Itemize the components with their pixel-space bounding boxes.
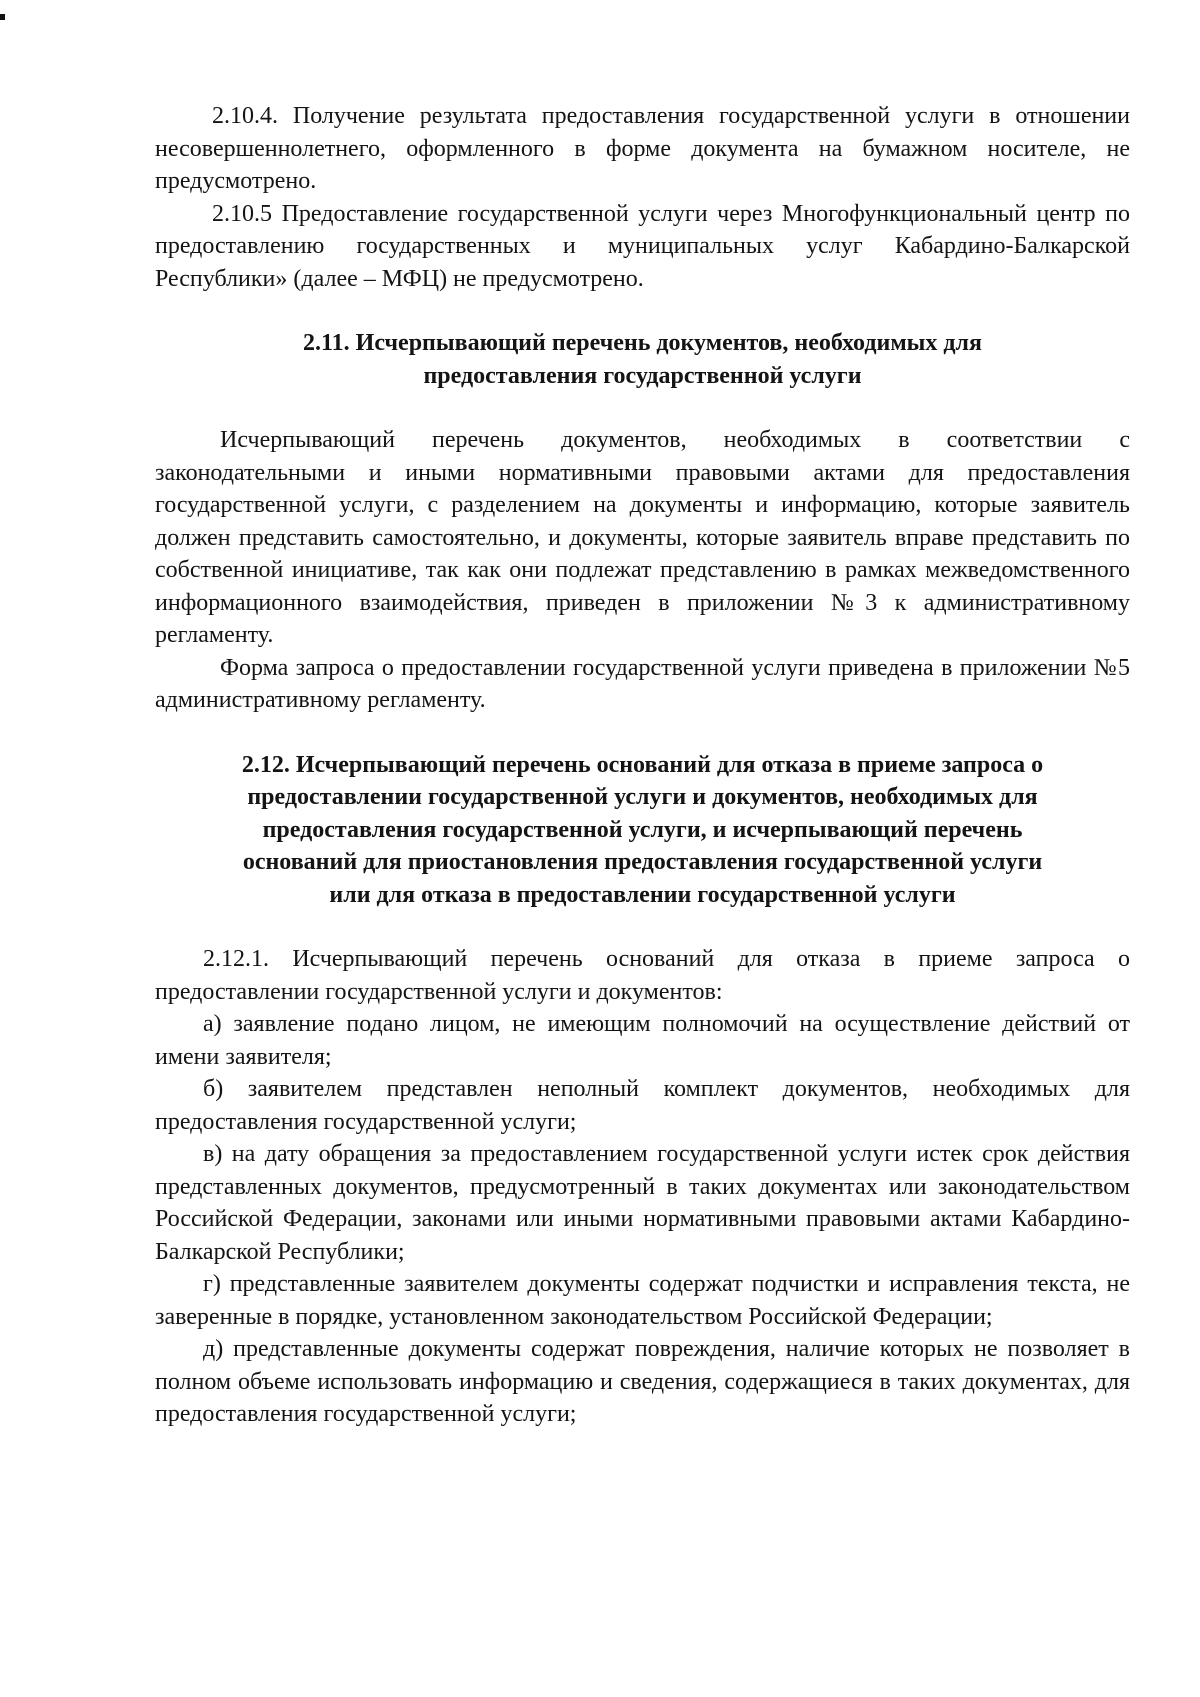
- heading-2-11: [155, 327, 1130, 392]
- scan-artifact: [0, 14, 5, 20]
- heading-2-12-line-5: или для отказа в предоставлении государственной услуги: [329, 881, 956, 908]
- paragraph-2-11-list: Исчерпывающий перечень документов, необходимых в соответствии с законодательными и иными нормативными правовыми актами для предоставления государственной услуги, с разделением на документы и информацию, которые заявитель должен представить самостоятельно, и документы, которые заявитель вправе представить по собственной инициативе, так как они подлежат представлению в рамках межведомственного информационного взаимодействия, приведен в приложении №3 к административному регламенту.: [155, 427, 1130, 648]
- heading-2-12: [155, 749, 1130, 912]
- list-item-v: в) на дату обращения за предоставлением государственной услуги истек срок действия представленных документов, предусмотренный в таких документах или законодательством Российской Федерации, законами или иными нормативными правовыми актами Кабардино-Балкарской Республики;: [155, 1141, 1130, 1265]
- list-item-a: а) заявление подано лицом, не имеющим полномочий на осуществление действий от имени заявителя;: [155, 1011, 1130, 1070]
- document-page: [155, 100, 1130, 1431]
- paragraph-2-11-form: Форма запроса о предоставлении государственной услуги приведена в приложении №5 административному регламенту.: [155, 654, 1130, 713]
- list-item-d: д) представленные документы содержат повреждения, наличие которых не позволяет в полном объеме использовать информацию и сведения, содержащиеся в таких документах, для предоставления государственной услуги;: [155, 1336, 1130, 1427]
- heading-2-12-line-1: 2.12. Исчерпывающий перечень оснований для отказа в приеме запроса о: [241, 751, 1044, 778]
- list-item-b: б) заявителем представлен неполный комплект документов, необходимых для предоставления государственной услуги;: [155, 1076, 1130, 1135]
- paragraph-2-10-4: 2.10.4. Получение результата предоставления государственной услуги в отношении несовершеннолетнего, оформленного в форме документа на бумажном носителе, не предусмотрено.: [155, 103, 1130, 194]
- list-item-g: г) представленные заявителем документы содержат подчистки и исправления текста, не заверенные в порядке, установленном законодательством Российской Федерации;: [155, 1271, 1130, 1330]
- paragraph-2-12-1: 2.12.1. Исчерпывающий перечень оснований для отказа в приеме запроса о предоставлении государственной услуги и документов:: [155, 946, 1130, 1005]
- heading-2-12-line-2: предоставлении государственной услуги и документов, необходимых для: [247, 784, 1038, 810]
- heading-2-11-line-1: 2.11. Исчерпывающий перечень документов, необходимых для: [302, 330, 982, 356]
- heading-2-11-line-2: предоставления государственной услуги: [423, 362, 862, 389]
- heading-2-12-line-3: предоставления государственной услуги, и исчерпывающий перечень: [262, 816, 1023, 843]
- heading-2-12-line-4: оснований для приостановления предоставления государственной услуги: [242, 849, 1043, 875]
- paragraph-2-10-5: 2.10.5 Предоставление государственной услуги через Многофункциональный центр по предоставлению государственных и муниципальных услуг Кабардино-Балкарской Республики» (далее – МФЦ) не предусмотрено.: [155, 200, 1130, 292]
